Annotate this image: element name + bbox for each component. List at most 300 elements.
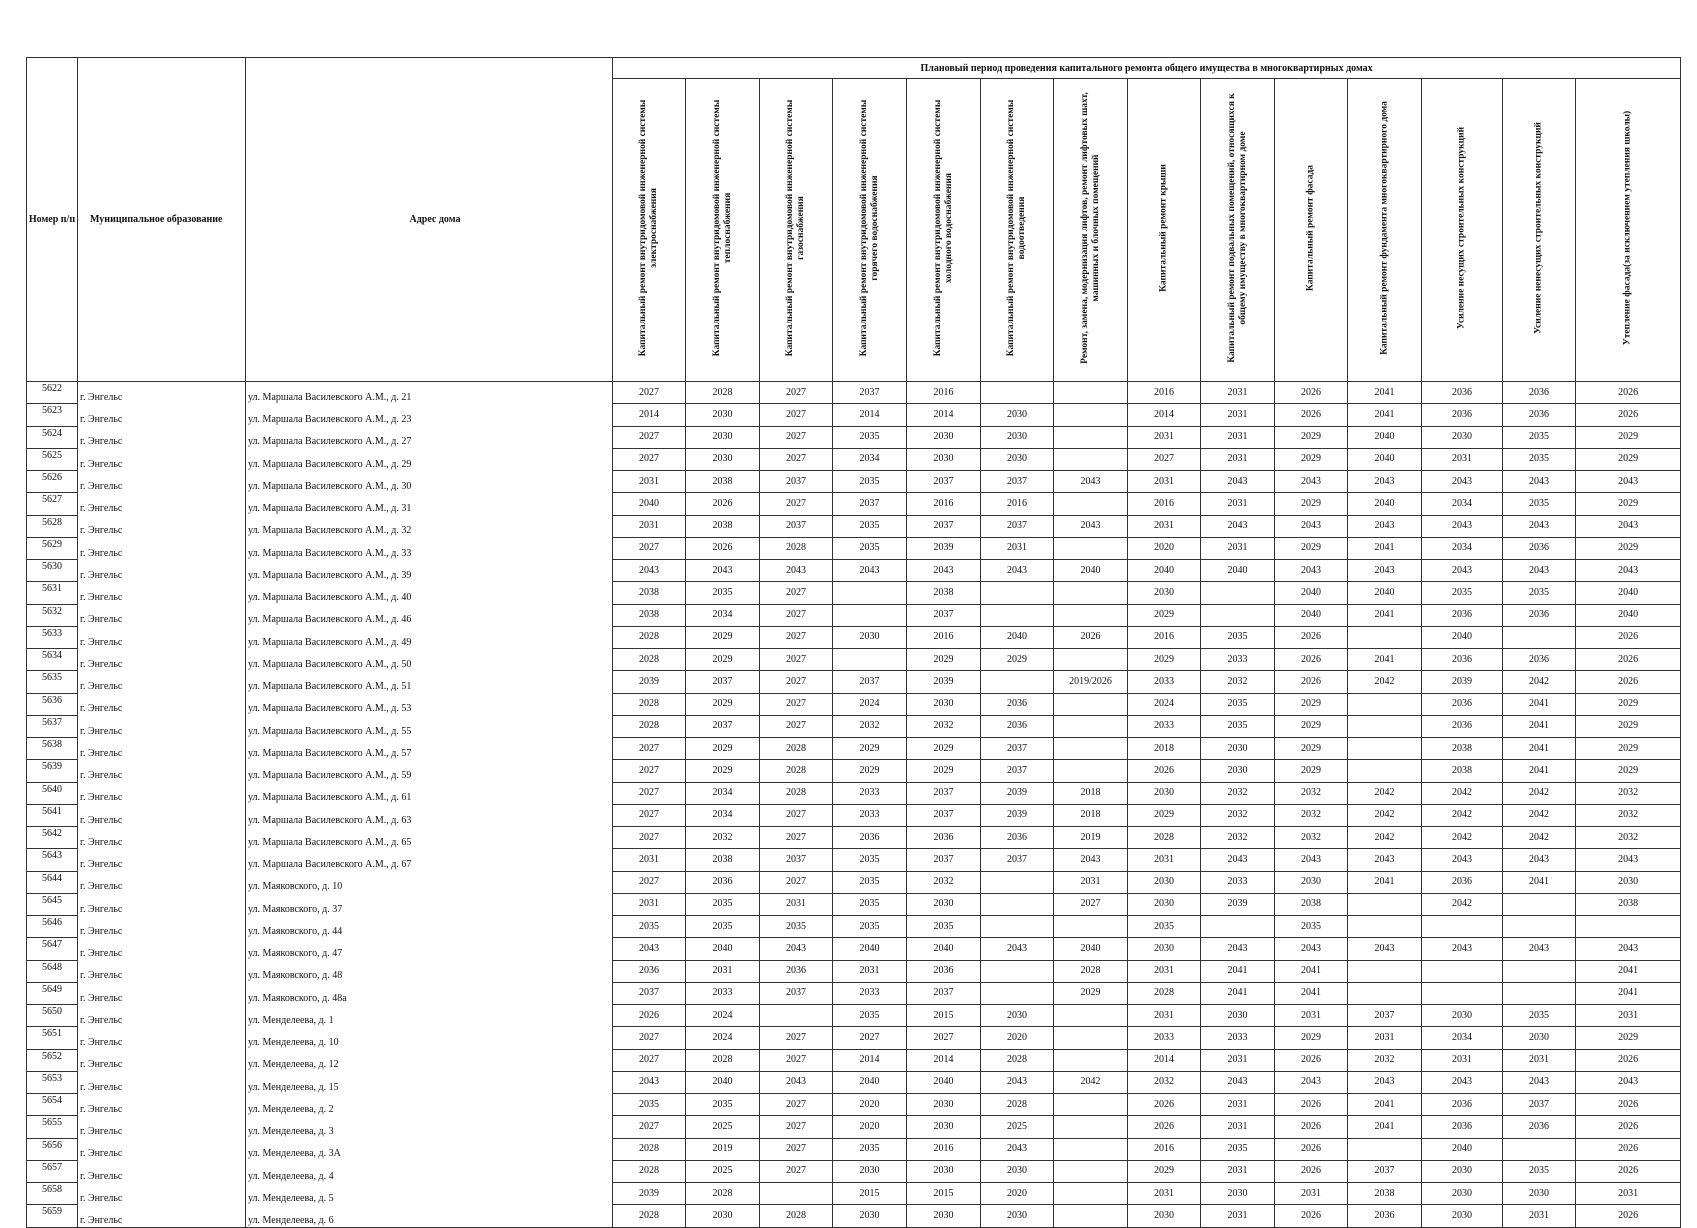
row-address: ул. Маршала Василевского А.М., д. 46 — [246, 604, 613, 626]
year-cell: 2043 — [613, 938, 686, 960]
year-cell: 2035 — [1503, 1160, 1576, 1182]
year-cell: 2043 — [1201, 515, 1275, 537]
year-cell: 2024 — [833, 693, 907, 715]
year-cell: 2029 — [1128, 649, 1201, 671]
year-cell: 2043 — [613, 560, 686, 582]
year-cell: 2030 — [1128, 871, 1201, 893]
header-col-label: Капитальный ремонт подвальных помещений, относящихся к общему имуществу в многоквартирном доме — [1226, 93, 1248, 363]
header-col-8 — [1128, 79, 1201, 382]
year-cell: 2042 — [1503, 827, 1576, 849]
row-municipality: г. Энгельс — [78, 1005, 246, 1027]
row-municipality: г. Энгельс — [78, 471, 246, 493]
header-col-7 — [1054, 79, 1128, 382]
header-col-label: Капитальный ремонт внутридомовой инженерной системы водоотведения — [1006, 99, 1027, 357]
year-cell — [981, 582, 1054, 604]
row-municipality: г. Энгельс — [78, 604, 246, 626]
year-cell: 2043 — [981, 1071, 1054, 1093]
year-cell: 2032 — [1201, 804, 1275, 826]
row-municipality: г. Энгельс — [78, 649, 246, 671]
year-cell: 2031 — [1201, 1205, 1275, 1227]
year-cell: 2037 — [981, 760, 1054, 782]
year-cell — [1054, 493, 1128, 515]
year-cell: 2043 — [907, 560, 981, 582]
year-cell: 2030 — [1201, 1005, 1275, 1027]
year-cell: 2030 — [907, 448, 981, 470]
year-cell: 2035 — [760, 916, 833, 938]
year-cell: 2035 — [1201, 715, 1275, 737]
year-cell: 2036 — [1422, 382, 1503, 404]
year-cell: 2040 — [1054, 938, 1128, 960]
year-cell: 2032 — [1576, 804, 1681, 826]
year-cell: 2043 — [1503, 560, 1576, 582]
year-cell: 2035 — [1503, 493, 1576, 515]
year-cell: 2027 — [760, 1138, 833, 1160]
row-number: 5643 — [27, 849, 78, 871]
year-cell: 2025 — [981, 1116, 1054, 1138]
year-cell: 2039 — [613, 671, 686, 693]
year-cell: 2036 — [1503, 1116, 1576, 1138]
year-cell: 2043 — [1503, 1071, 1576, 1093]
year-cell — [1054, 649, 1128, 671]
year-cell: 2035 — [1503, 448, 1576, 470]
year-cell: 2026 — [1128, 1094, 1201, 1116]
year-cell: 2026 — [1275, 1138, 1348, 1160]
table-row — [27, 782, 1681, 804]
year-cell: 2036 — [981, 827, 1054, 849]
row-number: 5655 — [27, 1116, 78, 1138]
year-cell: 2037 — [981, 471, 1054, 493]
year-cell: 2030 — [1201, 1183, 1275, 1205]
row-number: 5641 — [27, 804, 78, 826]
year-cell: 2033 — [1128, 671, 1201, 693]
row-number: 5624 — [27, 426, 78, 448]
year-cell: 2030 — [907, 1116, 981, 1138]
row-address: ул. Маршала Василевского А.М., д. 40 — [246, 582, 613, 604]
year-cell — [1054, 1005, 1128, 1027]
year-cell — [1503, 1138, 1576, 1160]
year-cell: 2035 — [1503, 1005, 1576, 1027]
year-cell: 2026 — [1128, 1116, 1201, 1138]
year-cell: 2031 — [613, 893, 686, 915]
year-cell: 2043 — [1576, 938, 1681, 960]
year-cell: 2026 — [1054, 626, 1128, 648]
year-cell: 2031 — [613, 515, 686, 537]
year-cell: 2026 — [1576, 1116, 1681, 1138]
year-cell: 2028 — [613, 715, 686, 737]
row-address: ул. Маяковского, д. 44 — [246, 916, 613, 938]
year-cell: 2020 — [833, 1094, 907, 1116]
year-cell: 2040 — [1201, 560, 1275, 582]
year-cell: 2014 — [833, 404, 907, 426]
year-cell: 2027 — [760, 1160, 833, 1182]
year-cell: 2026 — [1576, 1094, 1681, 1116]
year-cell: 2030 — [907, 1094, 981, 1116]
year-cell: 2028 — [686, 382, 760, 404]
row-municipality: г. Энгельс — [78, 1138, 246, 1160]
row-address: ул. Маршала Василевского А.М., д. 27 — [246, 426, 613, 448]
year-cell: 2035 — [833, 893, 907, 915]
row-municipality: г. Энгельс — [78, 537, 246, 559]
year-cell: 2031 — [613, 849, 686, 871]
year-cell: 2035 — [833, 871, 907, 893]
year-cell: 2031 — [1422, 1049, 1503, 1071]
year-cell: 2042 — [1348, 671, 1422, 693]
year-cell: 2037 — [907, 982, 981, 1004]
year-cell: 2036 — [1422, 693, 1503, 715]
year-cell: 2030 — [1201, 760, 1275, 782]
year-cell: 2027 — [760, 582, 833, 604]
year-cell: 2036 — [613, 960, 686, 982]
year-cell: 2016 — [907, 382, 981, 404]
year-cell: 2031 — [1503, 1049, 1576, 1071]
year-cell: 2036 — [1503, 404, 1576, 426]
row-number: 5650 — [27, 1005, 78, 1027]
header-num: Номер п/п — [27, 58, 78, 382]
year-cell: 2031 — [1422, 448, 1503, 470]
year-cell: 2043 — [1201, 471, 1275, 493]
year-cell: 2031 — [1201, 1116, 1275, 1138]
year-cell: 2030 — [1128, 938, 1201, 960]
header-col-label: Капитальный ремонт крыши — [1158, 164, 1169, 292]
year-cell: 2027 — [613, 382, 686, 404]
year-cell: 2028 — [760, 738, 833, 760]
table-row — [27, 738, 1681, 760]
year-cell: 2037 — [907, 604, 981, 626]
year-cell: 2029 — [833, 760, 907, 782]
year-cell: 2035 — [1201, 1138, 1275, 1160]
year-cell: 2031 — [1576, 1005, 1681, 1027]
year-cell — [1054, 1160, 1128, 1182]
year-cell: 2029 — [1576, 760, 1681, 782]
year-cell: 2038 — [613, 604, 686, 626]
year-cell — [833, 604, 907, 626]
year-cell: 2041 — [1503, 693, 1576, 715]
year-cell: 2027 — [613, 1049, 686, 1071]
year-cell: 2019/2026 — [1054, 671, 1128, 693]
year-cell: 2043 — [1503, 471, 1576, 493]
year-cell: 2035 — [686, 916, 760, 938]
year-cell: 2036 — [1422, 715, 1503, 737]
year-cell: 2040 — [833, 1071, 907, 1093]
year-cell — [760, 1005, 833, 1027]
year-cell — [1348, 760, 1422, 782]
row-municipality: г. Энгельс — [78, 938, 246, 960]
year-cell: 2030 — [907, 893, 981, 915]
year-cell: 2041 — [1576, 960, 1681, 982]
year-cell: 2027 — [760, 649, 833, 671]
header-col-9 — [1201, 79, 1275, 382]
header-col-label: Усиление несущих строительных конструкций — [1456, 126, 1467, 330]
year-cell: 2031 — [1201, 426, 1275, 448]
year-cell: 2029 — [1275, 448, 1348, 470]
year-cell: 2036 — [686, 871, 760, 893]
year-cell: 2043 — [613, 1071, 686, 1093]
year-cell: 2039 — [907, 671, 981, 693]
year-cell: 2043 — [1422, 849, 1503, 871]
year-cell: 2040 — [1422, 626, 1503, 648]
year-cell: 2031 — [1201, 448, 1275, 470]
year-cell: 2029 — [907, 760, 981, 782]
year-cell: 2015 — [907, 1005, 981, 1027]
row-address: ул. Менделеева, д. 3А — [246, 1138, 613, 1160]
year-cell: 2036 — [1503, 382, 1576, 404]
year-cell: 2029 — [1275, 1027, 1348, 1049]
year-cell: 2031 — [686, 960, 760, 982]
year-cell: 2036 — [907, 960, 981, 982]
row-number: 5644 — [27, 871, 78, 893]
row-address: ул. Маршала Василевского А.М., д. 23 — [246, 404, 613, 426]
table-row — [27, 515, 1681, 537]
year-cell: 2033 — [1128, 1027, 1201, 1049]
year-cell: 2041 — [1503, 760, 1576, 782]
year-cell: 2035 — [833, 1138, 907, 1160]
year-cell: 2031 — [1054, 871, 1128, 893]
row-municipality: г. Энгельс — [78, 448, 246, 470]
year-cell: 2029 — [1054, 982, 1128, 1004]
row-number: 5635 — [27, 671, 78, 693]
header-planned-period: Плановый период проведения капитального ремонта общего имущества в многоквартирных домах — [613, 58, 1681, 79]
header-row-group — [27, 58, 1681, 79]
row-municipality: г. Энгельс — [78, 582, 246, 604]
year-cell — [1503, 893, 1576, 915]
year-cell: 2026 — [1275, 1094, 1348, 1116]
year-cell: 2043 — [1275, 515, 1348, 537]
repair-schedule-table — [26, 57, 1681, 1228]
year-cell: 2037 — [760, 515, 833, 537]
year-cell: 2028 — [613, 693, 686, 715]
row-municipality: г. Энгельс — [78, 982, 246, 1004]
row-number: 5638 — [27, 738, 78, 760]
row-address: ул. Маршала Василевского А.М., д. 65 — [246, 827, 613, 849]
year-cell: 2019 — [1054, 827, 1128, 849]
row-number: 5633 — [27, 626, 78, 648]
year-cell: 2031 — [1275, 1183, 1348, 1205]
row-address: ул. Маяковского, д. 37 — [246, 893, 613, 915]
row-number: 5630 — [27, 560, 78, 582]
row-number: 5656 — [27, 1138, 78, 1160]
year-cell: 2035 — [833, 849, 907, 871]
row-address: ул. Маяковского, д. 48а — [246, 982, 613, 1004]
year-cell: 2029 — [1576, 715, 1681, 737]
table-body — [27, 382, 1681, 1228]
year-cell: 2020 — [981, 1027, 1054, 1049]
year-cell: 2025 — [686, 1116, 760, 1138]
year-cell: 2037 — [1348, 1160, 1422, 1182]
year-cell: 2026 — [1576, 1160, 1681, 1182]
year-cell — [1201, 604, 1275, 626]
year-cell: 2035 — [1503, 426, 1576, 448]
year-cell — [1348, 1138, 1422, 1160]
year-cell: 2040 — [1348, 448, 1422, 470]
year-cell: 2030 — [1201, 738, 1275, 760]
table-row — [27, 938, 1681, 960]
year-cell — [1054, 738, 1128, 760]
year-cell — [981, 871, 1054, 893]
table-row — [27, 916, 1681, 938]
year-cell: 2029 — [1128, 1160, 1201, 1182]
row-address: ул. Менделеева, д. 10 — [246, 1027, 613, 1049]
year-cell: 2027 — [613, 782, 686, 804]
year-cell: 2042 — [1503, 782, 1576, 804]
year-cell: 2026 — [1275, 671, 1348, 693]
year-cell: 2037 — [833, 382, 907, 404]
header-col-3 — [760, 79, 833, 382]
row-address: ул. Маршала Василевского А.М., д. 31 — [246, 493, 613, 515]
year-cell: 2036 — [1503, 649, 1576, 671]
year-cell: 2031 — [1128, 960, 1201, 982]
year-cell — [981, 960, 1054, 982]
row-number: 5649 — [27, 982, 78, 1004]
year-cell: 2027 — [613, 426, 686, 448]
year-cell: 2029 — [1275, 493, 1348, 515]
year-cell: 2036 — [760, 960, 833, 982]
year-cell: 2031 — [1201, 493, 1275, 515]
table-row — [27, 582, 1681, 604]
year-cell: 2039 — [981, 804, 1054, 826]
year-cell: 2035 — [686, 1094, 760, 1116]
year-cell: 2031 — [1201, 537, 1275, 559]
year-cell: 2043 — [981, 560, 1054, 582]
table-row — [27, 471, 1681, 493]
year-cell: 2028 — [686, 1183, 760, 1205]
year-cell: 2043 — [1576, 560, 1681, 582]
table-row — [27, 849, 1681, 871]
year-cell: 2031 — [1348, 1027, 1422, 1049]
year-cell: 2040 — [1576, 582, 1681, 604]
year-cell: 2016 — [907, 1138, 981, 1160]
year-cell: 2037 — [907, 849, 981, 871]
year-cell: 2037 — [760, 982, 833, 1004]
year-cell: 2025 — [686, 1160, 760, 1182]
row-number: 5645 — [27, 893, 78, 915]
row-municipality: г. Энгельс — [78, 493, 246, 515]
year-cell: 2043 — [981, 1138, 1054, 1160]
year-cell: 2039 — [613, 1183, 686, 1205]
year-cell: 2031 — [1503, 1205, 1576, 1227]
year-cell: 2035 — [833, 537, 907, 559]
year-cell: 2038 — [613, 582, 686, 604]
year-cell: 2031 — [1201, 404, 1275, 426]
year-cell: 2029 — [1576, 1027, 1681, 1049]
year-cell: 2035 — [833, 426, 907, 448]
year-cell: 2032 — [1348, 1049, 1422, 1071]
year-cell: 2038 — [1422, 738, 1503, 760]
row-number: 5637 — [27, 715, 78, 737]
row-municipality: г. Энгельс — [78, 1027, 246, 1049]
year-cell: 2035 — [686, 582, 760, 604]
row-municipality: г. Энгельс — [78, 1205, 246, 1227]
row-number: 5626 — [27, 471, 78, 493]
year-cell: 2035 — [686, 893, 760, 915]
year-cell: 2030 — [1422, 1205, 1503, 1227]
year-cell: 2028 — [760, 760, 833, 782]
row-address: ул. Маршала Василевского А.М., д. 30 — [246, 471, 613, 493]
row-number: 5634 — [27, 649, 78, 671]
year-cell: 2039 — [981, 782, 1054, 804]
year-cell: 2031 — [981, 537, 1054, 559]
year-cell: 2029 — [1576, 448, 1681, 470]
row-number: 5648 — [27, 960, 78, 982]
header-col-label: Капитальный ремонт внутридомовой инженерной системы теплоснабжения — [711, 99, 733, 357]
year-cell: 2030 — [833, 626, 907, 648]
header-col-label: Капитальный ремонт фундамента многоквартирного дома — [1379, 101, 1389, 355]
year-cell: 2040 — [833, 938, 907, 960]
row-address: ул. Менделеева, д. 15 — [246, 1071, 613, 1093]
table-row — [27, 1094, 1681, 1116]
year-cell: 2026 — [1128, 760, 1201, 782]
year-cell — [1503, 960, 1576, 982]
year-cell: 2027 — [760, 804, 833, 826]
row-number: 5652 — [27, 1049, 78, 1071]
year-cell — [1201, 916, 1275, 938]
year-cell: 2043 — [1348, 938, 1422, 960]
year-cell — [1054, 604, 1128, 626]
year-cell: 2029 — [907, 649, 981, 671]
year-cell: 2043 — [760, 1071, 833, 1093]
year-cell: 2042 — [1348, 804, 1422, 826]
row-number: 5628 — [27, 515, 78, 537]
year-cell: 2030 — [1503, 1027, 1576, 1049]
year-cell: 2037 — [981, 515, 1054, 537]
header-col-label: Ремонт, замена, модернизация лифтов, ремонт лифтовых шахт, машинных и блочных помещений — [1079, 92, 1101, 364]
row-municipality: г. Энгельс — [78, 916, 246, 938]
year-cell: 2027 — [760, 671, 833, 693]
year-cell: 2037 — [907, 515, 981, 537]
row-address: ул. Маршала Василевского А.М., д. 59 — [246, 760, 613, 782]
year-cell: 2037 — [981, 738, 1054, 760]
year-cell: 2034 — [1422, 1027, 1503, 1049]
year-cell: 2041 — [1348, 404, 1422, 426]
year-cell: 2026 — [1576, 626, 1681, 648]
year-cell: 2041 — [1348, 382, 1422, 404]
year-cell: 2030 — [1128, 893, 1201, 915]
year-cell: 2032 — [1576, 782, 1681, 804]
year-cell: 2014 — [907, 404, 981, 426]
year-cell: 2028 — [981, 1049, 1054, 1071]
year-cell — [981, 671, 1054, 693]
year-cell — [1503, 916, 1576, 938]
year-cell: 2042 — [1054, 1071, 1128, 1093]
year-cell — [1576, 916, 1681, 938]
year-cell — [981, 916, 1054, 938]
year-cell: 2041 — [1348, 537, 1422, 559]
row-address: ул. Маяковского, д. 48 — [246, 960, 613, 982]
year-cell: 2043 — [1275, 560, 1348, 582]
year-cell: 2026 — [1275, 626, 1348, 648]
year-cell: 2043 — [1503, 849, 1576, 871]
year-cell: 2032 — [1275, 782, 1348, 804]
year-cell: 2026 — [1275, 382, 1348, 404]
year-cell: 2027 — [613, 871, 686, 893]
year-cell — [1348, 626, 1422, 648]
year-cell — [1348, 738, 1422, 760]
year-cell: 2027 — [613, 1027, 686, 1049]
year-cell: 2043 — [1348, 849, 1422, 871]
row-number: 5640 — [27, 782, 78, 804]
row-address: ул. Менделеева, д. 6 — [246, 1205, 613, 1227]
year-cell: 2036 — [1422, 604, 1503, 626]
year-cell: 2041 — [1576, 982, 1681, 1004]
row-address: ул. Менделеева, д. 2 — [246, 1094, 613, 1116]
year-cell: 2033 — [1128, 715, 1201, 737]
year-cell: 2029 — [1128, 604, 1201, 626]
year-cell: 2037 — [760, 471, 833, 493]
row-address: ул. Маршала Василевского А.М., д. 53 — [246, 693, 613, 715]
year-cell: 2039 — [1201, 893, 1275, 915]
year-cell: 2041 — [1348, 649, 1422, 671]
year-cell — [1422, 982, 1503, 1004]
year-cell: 2027 — [760, 626, 833, 648]
